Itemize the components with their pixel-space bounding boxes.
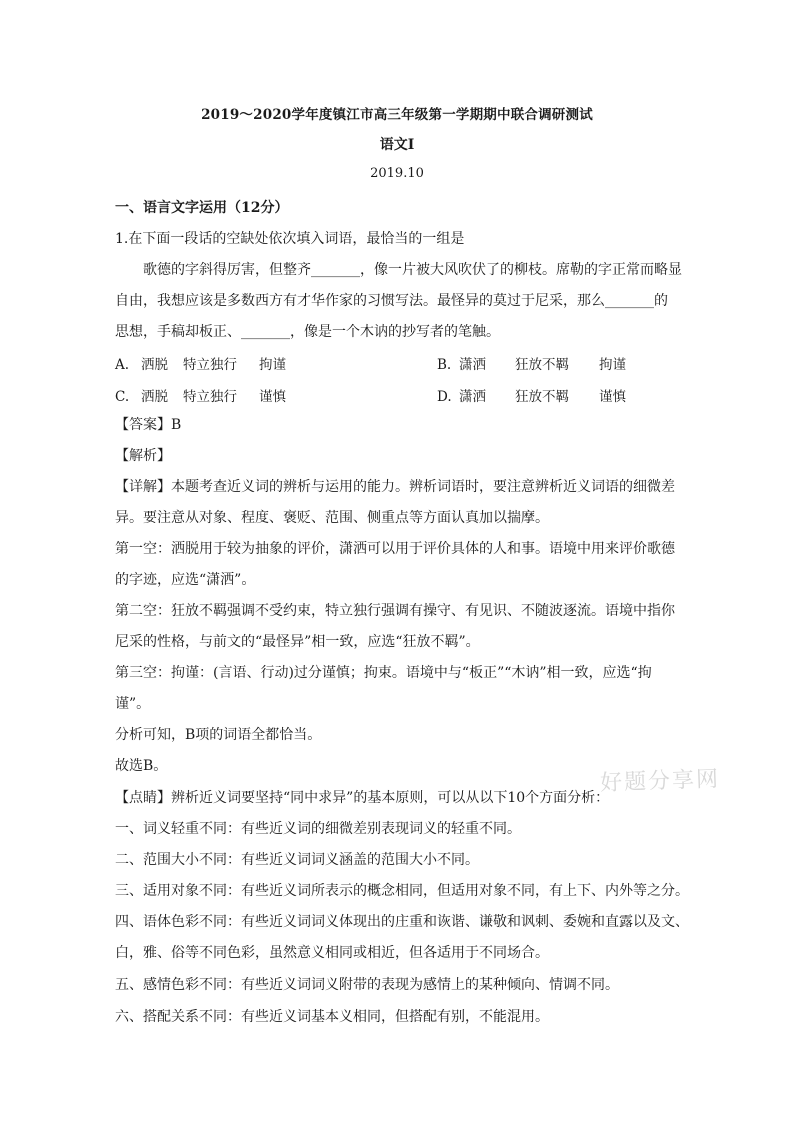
passage-line: 自由，我想应该是多数西方有才华作家的习惯写法。最怪异的莫过于尼采，那么_______的: [115, 293, 668, 309]
option-label: D.: [437, 389, 452, 405]
option-word: 谨慎: [599, 389, 626, 405]
section-heading: 一、语言文字运用（12分）: [115, 200, 289, 216]
watermark: 好题分享网: [599, 766, 721, 797]
analysis-heading: 【解析】: [115, 448, 171, 464]
analysis-line: 分析可知，B项的词语全都恰当。: [115, 727, 322, 743]
analysis-line: 【详解】本题考查近义词的辨析与运用的能力。辨析词语时，要注意辨析近义词语的细微差: [115, 479, 675, 495]
option-word: 洒脱: [141, 357, 168, 373]
option-a: [115, 353, 286, 373]
subject-title: 语文Ⅰ: [379, 137, 415, 153]
analysis-line: 故选B。: [115, 758, 168, 774]
analysis-line: 第三空：拘谨：(言语、行动)过分谨慎；拘束。语境中与“板正”“木讷”相一致，应选“拘: [115, 665, 652, 681]
analysis-line: 谨”。: [115, 696, 151, 712]
option-label: B.: [437, 357, 452, 373]
option-b: [437, 353, 626, 373]
exam-date: 2019.10: [370, 166, 424, 181]
option-word: 拘谨: [599, 357, 626, 373]
analysis-line: 第一空：洒脱用于较为抽象的评价，潇洒可以用于评价具体的人和事。语境中用来评价歌德: [115, 541, 675, 557]
option-word: 谨慎: [259, 389, 286, 405]
analysis-line: 三、适用对象不同：有些近义词所表示的概念相同，但适用对象不同，有上下、内外等之分。: [115, 883, 689, 899]
option-label: A.: [115, 357, 130, 373]
analysis-line: 异。要注意从对象、程度、褒贬、范围、侧重点等方面认真加以揣摩。: [115, 510, 549, 526]
passage-line: 思想，手稿却板正、_______，像是一个木讷的抄写者的笔触。: [115, 324, 500, 340]
analysis-line: 二、范围大小不同：有些近义词词义涵盖的范围大小不同。: [115, 852, 479, 868]
option-c: [115, 385, 286, 405]
analysis-line: 六、搭配关系不同：有些近义词基本义相同，但搭配有别，不能混用。: [115, 1009, 549, 1025]
analysis-line: 白，雅、俗等不同色彩，虽然意义相同或相近，但各适用于不同场合。: [115, 945, 549, 961]
option-word: 潇洒: [459, 357, 486, 373]
passage-line: 歌德的字斜得厉害，但整齐_______，像一片被大风吹伏了的柳枝。席勒的字正常而略显: [143, 262, 682, 278]
option-word: 特立独行: [183, 389, 237, 405]
option-word: 拘谨: [259, 357, 286, 373]
analysis-line: 四、语体色彩不同：有些近义词词义体现出的庄重和诙谐、谦敬和讽刺、委婉和直露以及文、: [115, 914, 689, 930]
answer-line: 【答案】B: [115, 417, 182, 433]
option-word: 狂放不羁: [515, 389, 569, 405]
analysis-line: 的字迹，应选“潇洒”。: [115, 572, 256, 588]
option-word: 洒脱: [141, 389, 168, 405]
analysis-line: 尼采的性格，与前文的“最怪异”相一致，应选“狂放不羁”。: [115, 634, 480, 650]
analysis-line: 五、感情色彩不同：有些近义词词义附带的表现为感情上的某种倾向、情调不同。: [115, 977, 619, 993]
analysis-line: 第二空：狂放不羁强调不受约束，特立独行强调有操守、有见识、不随波逐流。语境中指你: [115, 603, 675, 619]
question-stem: 1.在下面一段话的空缺处依次填入词语，最恰当的一组是: [115, 231, 465, 247]
exam-title: 2019～2020学年度镇江市高三年级第一学期期中联合调研测试: [201, 107, 593, 123]
option-word: 特立独行: [183, 357, 237, 373]
analysis-line: 【点睛】辨析近义词要坚持“同中求异”的基本原则，可以从以下10个方面分析：: [115, 790, 610, 806]
option-label: C.: [115, 389, 130, 405]
analysis-line: 一、词义轻重不同：有些近义词的细微差别表现词义的轻重不同。: [115, 821, 521, 837]
option-word: 潇洒: [459, 389, 486, 405]
option-word: 狂放不羁: [515, 357, 569, 373]
option-d: [437, 385, 626, 405]
